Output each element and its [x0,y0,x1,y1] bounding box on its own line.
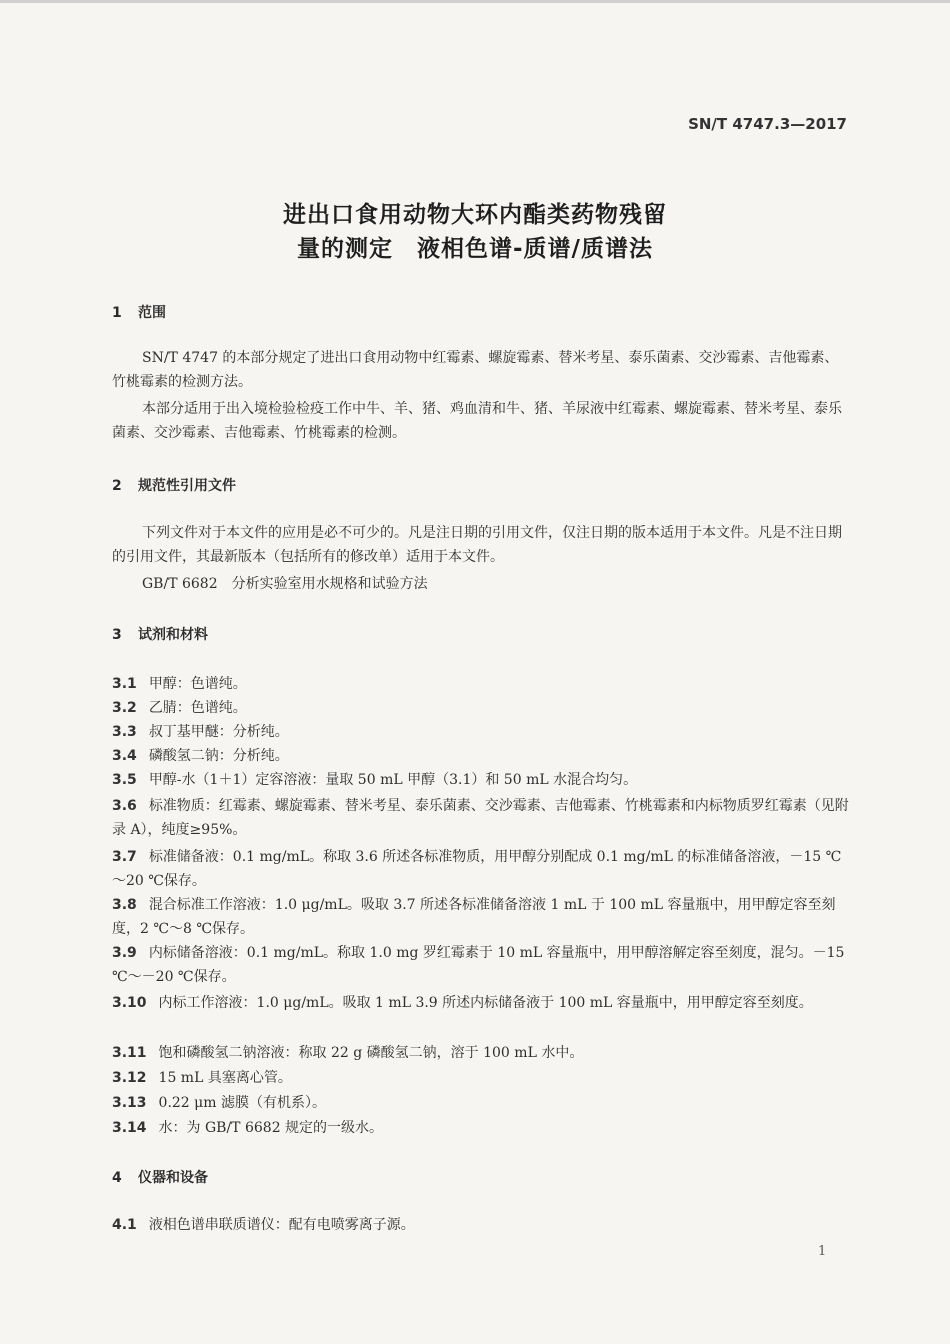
reference-entry: GB/T 6682 分析实验室用水规格和试验方法 [142,576,428,592]
section-number: 1 [112,305,122,321]
clause-item [112,1067,852,1091]
clause-item [112,894,852,941]
section-heading-2 [112,475,236,495]
section-title: 仪器和设备 [138,1170,208,1186]
clause-number: 3.5 [112,772,137,788]
paragraph: 本部分适用于出入境检验检疫工作中牛、羊、猪、鸡血清和牛、猪、羊尿液中红霉素、螺旋霉素、替米考星、泰乐菌素、交沙霉素、吉他霉素、竹桃霉素的检测。 [112,401,842,441]
clause-number: 3.6 [112,798,137,814]
clause-text: 15 mL 具塞离心管。 [158,1070,292,1086]
clause-item [112,1117,852,1141]
clause-item [112,795,852,842]
clause-number: 3.4 [112,748,137,764]
clause-text: 甲醇-水（1＋1）定容溶液：量取 50 mL 甲醇（3.1）和 50 mL 水混合均匀。 [148,772,638,788]
section-title: 试剂和材料 [138,627,208,643]
clause-text: 液相色谱串联质谱仪：配有电喷雾离子源。 [148,1217,415,1233]
section-number: 4 [112,1170,122,1186]
clause-text: 标准储备液：0.1 mg/mL。称取 3.6 所述各标准物质，用甲醇分别配成 0.1 mg/mL 的标准储备溶液，－15 ℃～20 ℃保存。 [112,849,842,889]
clause-text: 0.22 μm 滤膜（有机系）。 [158,1095,326,1111]
clause-text: 标准物质：红霉素、螺旋霉素、替米考星、泰乐菌素、交沙霉素、吉他霉素、竹桃霉素和内标物质罗红霉素（见附录 A），纯度≥95%。 [112,798,849,838]
clause-number: 3.8 [112,897,137,913]
section-heading-4 [112,1167,208,1187]
section-number: 3 [112,627,122,643]
clause-number: 3.1 [112,676,137,692]
clause-number: 3.14 [112,1120,147,1136]
clause-number: 3.12 [112,1070,147,1086]
clause-text: 甲醇：色谱纯。 [148,676,247,692]
clause-text: 乙腈：色谱纯。 [148,700,247,716]
section-heading-1 [112,302,166,322]
clause-text: 内标储备溶液：0.1 mg/mL。称取 1.0 mg 罗红霉素于 10 mL 容量瓶中，用甲醇溶解定容至刻度，混匀。－15 ℃～－20 ℃保存。 [112,945,845,985]
clause-item [112,992,852,1016]
clause-text: 混合标准工作溶液：1.0 μg/mL。吸取 3.7 所述各标准储备溶液 1 mL 于 100 mL 容量瓶中，用甲醇定容至刻度，2 ℃～8 ℃保存。 [112,897,836,937]
section-title: 规范性引用文件 [138,478,236,494]
paragraph: SN/T 4747 的本部分规定了进出口食用动物中红霉素、螺旋霉素、替米考星、泰乐菌素、交沙霉素、吉他霉素、竹桃霉素的检测方法。 [112,350,839,390]
clause-item [112,769,852,793]
clause-item [112,1042,852,1066]
document-title-line-1: 进出口食用动物大环内酯类药物残留 [283,202,667,228]
clause-item [112,721,852,745]
standard-number: SN/T 4747.3—2017 [688,115,847,133]
clause-number: 4.1 [112,1217,137,1233]
clause-text: 内标工作溶液：1.0 μg/mL。吸取 1 mL 3.9 所述内标储备液于 100 mL 容量瓶中，用甲醇定容至刻度。 [158,995,813,1011]
clause-number: 3.11 [112,1045,147,1061]
clause-number: 3.10 [112,995,147,1011]
clause-number: 3.7 [112,849,137,865]
section-heading-3 [112,624,208,644]
paragraph: 下列文件对于本文件的应用是必不可少的。凡是注日期的引用文件，仅注日期的版本适用于本文件。凡是不注日期的引用文件，其最新版本（包括所有的修改单）适用于本文件。 [112,525,842,565]
clause-item [112,745,852,769]
clause-text: 叔丁基甲醚：分析纯。 [148,724,289,740]
clause-number: 3.9 [112,945,137,961]
clause-item [112,942,852,989]
clause-text: 磷酸氢二钠：分析纯。 [148,748,289,764]
document-title-line-2: 量的测定 液相色谱-质谱/质谱法 [297,236,653,262]
clause-item [112,697,852,721]
clause-number: 3.2 [112,700,137,716]
clause-number: 3.3 [112,724,137,740]
clause-item [112,673,852,697]
page-top-edge [0,0,950,3]
section-title: 范围 [138,305,166,321]
page-number: 1 [818,1244,827,1259]
clause-item [112,846,852,893]
section-number: 2 [112,478,122,494]
clause-text: 水：为 GB/T 6682 规定的一级水。 [158,1120,384,1136]
clause-text: 饱和磷酸氢二钠溶液：称取 22 g 磷酸氢二钠，溶于 100 mL 水中。 [158,1045,584,1061]
clause-number: 3.13 [112,1095,147,1111]
clause-item [112,1214,852,1238]
clause-item [112,1092,852,1116]
